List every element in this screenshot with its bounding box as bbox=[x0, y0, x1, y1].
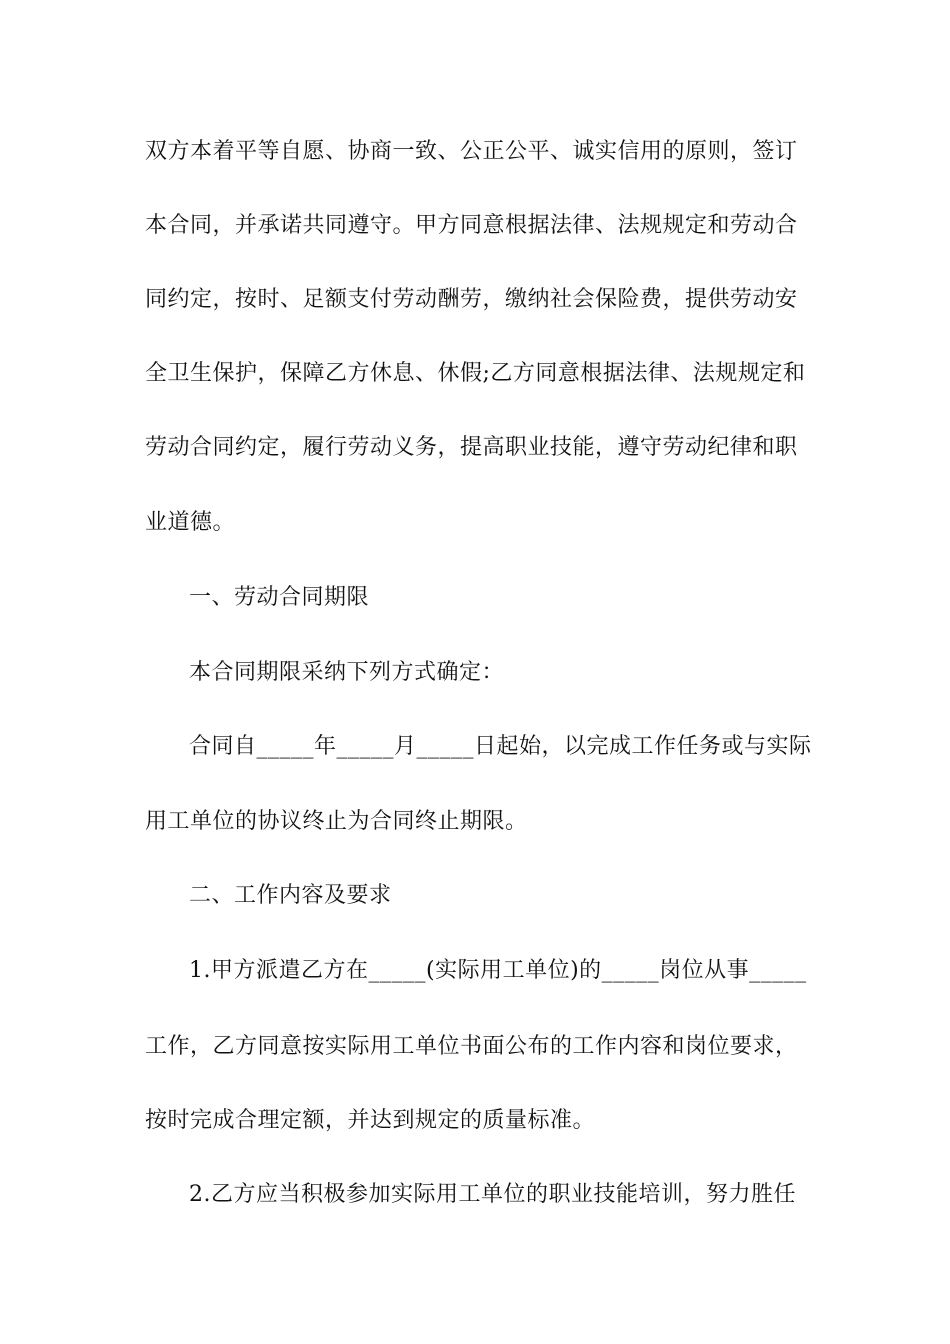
paragraph-line-10: 1.甲方派遣乙方在_____(实际用工单位)的_____岗位从事_____ bbox=[189, 958, 807, 983]
section-heading-term: 一、劳动合同期限 bbox=[189, 585, 370, 610]
section-heading-work: 二、工作内容及要求 bbox=[189, 883, 392, 908]
document-page bbox=[145, 0, 812, 1344]
paragraph-line-1: 双方本着平等自愿、协商一致、公正公平、诚实信用的原则，签订 bbox=[145, 139, 798, 164]
paragraph-line-6: 业道德。 bbox=[145, 510, 236, 535]
paragraph-line-8: 合同自_____年_____月_____日起始，以完成工作任务或与实际 bbox=[189, 734, 812, 759]
paragraph-line-12: 按时完成合理定额，并达到规定的质量标准。 bbox=[145, 1108, 596, 1133]
paragraph-line-11: 工作，乙方同意按实际用工单位书面公布的工作内容和岗位要求， bbox=[145, 1034, 798, 1059]
paragraph-line-5: 劳动合同约定，履行劳动义务，提高职业技能，遵守劳动纪律和职 bbox=[145, 435, 798, 460]
paragraph-line-13: 2.乙方应当积极参加实际用工单位的职业技能培训，努力胜任 bbox=[189, 1182, 796, 1207]
paragraph-line-3: 同约定，按时、足额支付劳动酬劳，缴纳社会保险费，提供劳动安 bbox=[145, 287, 798, 312]
paragraph-line-2: 本合同，并承诺共同遵守。甲方同意根据法律、法规规定和劳动合 bbox=[145, 213, 798, 238]
paragraph-line-9: 用工单位的协议终止为合同终止期限。 bbox=[145, 809, 528, 834]
paragraph-line-7: 本合同期限采纳下列方式确定： bbox=[189, 660, 505, 685]
paragraph-line-4: 全卫生保护，保障乙方休息、休假;乙方同意根据法律、法规规定和 bbox=[145, 361, 806, 386]
